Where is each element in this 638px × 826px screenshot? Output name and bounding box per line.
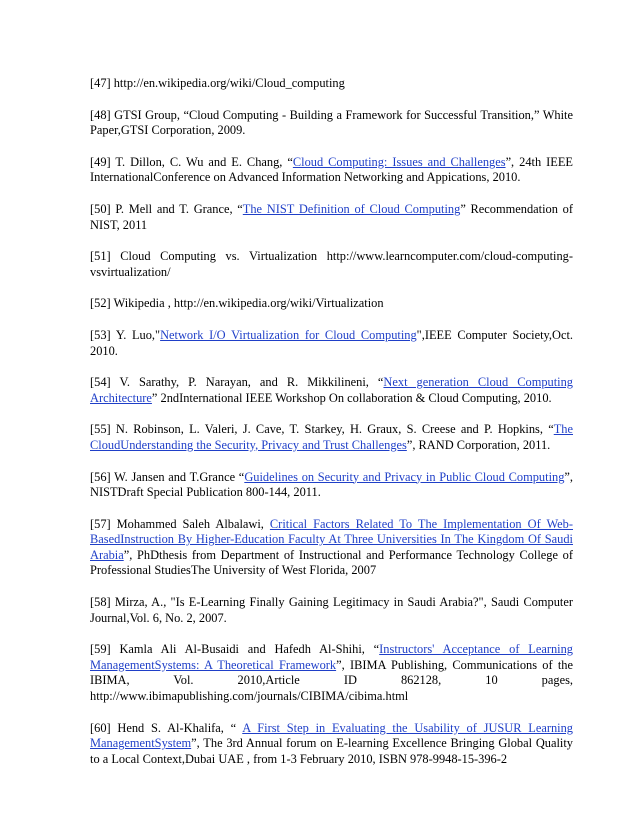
- reference-text: [50] P. Mell and T. Grance, “: [90, 201, 243, 216]
- reference-link[interactable]: Guidelines on Security and Privacy in Public Cloud Computing: [244, 469, 565, 484]
- reference-entry: [90, 328, 573, 359]
- reference-text: [56] W. Jansen and T.Grance “: [90, 469, 245, 484]
- reference-list: [90, 76, 573, 783]
- reference-entry: [90, 296, 573, 312]
- reference-text: [48] GTSI Group, “Cloud Computing - Building a Framework for Successful Transition,” White Paper,GTSI Corporation, 2009.: [90, 107, 573, 138]
- reference-entry: [90, 76, 573, 92]
- reference-entry: [90, 375, 573, 406]
- reference-text: ”, PhDthesis from Department of Instructional and Performance Technology College of Professional StudiesThe University of West Florida, 2007: [90, 547, 573, 578]
- reference-text: [57] Mohammed Saleh Albalawi,: [90, 516, 270, 531]
- reference-text: [54] V. Sarathy, P. Narayan, and R. Mikkilineni, “: [90, 375, 384, 390]
- reference-link[interactable]: Next generation Cloud Computing Architecture: [90, 375, 573, 405]
- reference-text: ” Recommendation of NIST, 2011: [90, 201, 573, 232]
- reference-link[interactable]: The NIST Definition of Cloud Computing: [242, 201, 461, 216]
- reference-link[interactable]: Instructors' Acceptance of Learning ManagementSystems: A Theoretical Framework: [90, 642, 573, 672]
- reference-entry: [90, 642, 573, 704]
- reference-entry: [90, 422, 573, 453]
- reference-entry: [90, 108, 573, 139]
- reference-link[interactable]: Cloud Computing: Issues and Challenges: [292, 154, 506, 169]
- reference-text: [49] T. Dillon, C. Wu and E. Chang, “: [90, 154, 293, 169]
- reference-text: ",IEEE Computer Society,Oct. 2010.: [90, 327, 574, 358]
- reference-text: [55] N. Robinson, L. Valeri, J. Cave, T. Starkey, H. Graux, S. Creese and P. Hopkins, “: [90, 422, 554, 437]
- reference-text: ”, 24th IEEE InternationalConference on Advanced Information Networking and Appications, 2010.: [90, 154, 573, 185]
- reference-entry: [90, 595, 573, 626]
- reference-entry: [90, 249, 573, 280]
- reference-text: [53] Y. Luo,": [90, 327, 161, 342]
- reference-entry: [90, 721, 573, 768]
- reference-entry: [90, 155, 573, 186]
- reference-text: ”, The 3rd Annual forum on E-learning Excellence Bringing Global Quality to a Local Context,Dubai UAE , from 1-3 February 2010, ISBN 978-9948-15-396-2: [90, 736, 573, 766]
- reference-text: [58] Mirza, A., "Is E-Learning Finally Gaining Legitimacy in Saudi Arabia?", Saudi Computer Journal,Vol. 6, No. 2, 2007.: [90, 595, 573, 625]
- reference-entry: [90, 202, 573, 233]
- reference-text: ”, IBIMA Publishing, Communications of the IBIMA, Vol. 2010,Article ID 862128, 10 pages, http://www.ibimapublishing.com/journals/CIBIMA/cibima.html: [90, 657, 573, 704]
- reference-entry: [90, 470, 573, 501]
- reference-link[interactable]: The CloudUnderstanding the Security, Privacy and Trust Challenges: [90, 422, 573, 452]
- reference-text: [52] Wikipedia , http://en.wikipedia.org/wiki/Virtualization: [90, 296, 384, 311]
- reference-entry: [90, 517, 573, 579]
- reference-text: [59] Kamla Ali Al-Busaidi and Hafedh Al-Shihi, “: [90, 642, 380, 657]
- reference-text: [47] http://en.wikipedia.org/wiki/Cloud_computing: [90, 76, 345, 90]
- reference-text: ”, NISTDraft Special Publication 800-144, 2011.: [90, 469, 574, 500]
- reference-link[interactable]: A First Step in Evaluating the Usability of JUSUR Learning ManagementSystem: [90, 720, 573, 751]
- reference-link[interactable]: Network I/O Virtualization for Cloud Computing: [160, 327, 417, 342]
- reference-text: ” 2ndInternational IEEE Workshop On collaboration & Cloud Computing, 2010.: [151, 390, 552, 405]
- reference-link[interactable]: Critical Factors Related To The Implementation Of Web-BasedInstruction By Higher-Education Faculty At Three Universities In The Kingdom Of Saudi Arabia: [90, 516, 573, 562]
- reference-text: [51] Cloud Computing vs. Virtualization http://www.learncomputer.com/cloud-computing-vsvirtualization/: [90, 249, 573, 279]
- reference-text: ”, RAND Corporation, 2011.: [406, 437, 551, 452]
- reference-text: [60] Hend S. Al-Khalifa, “: [90, 720, 243, 735]
